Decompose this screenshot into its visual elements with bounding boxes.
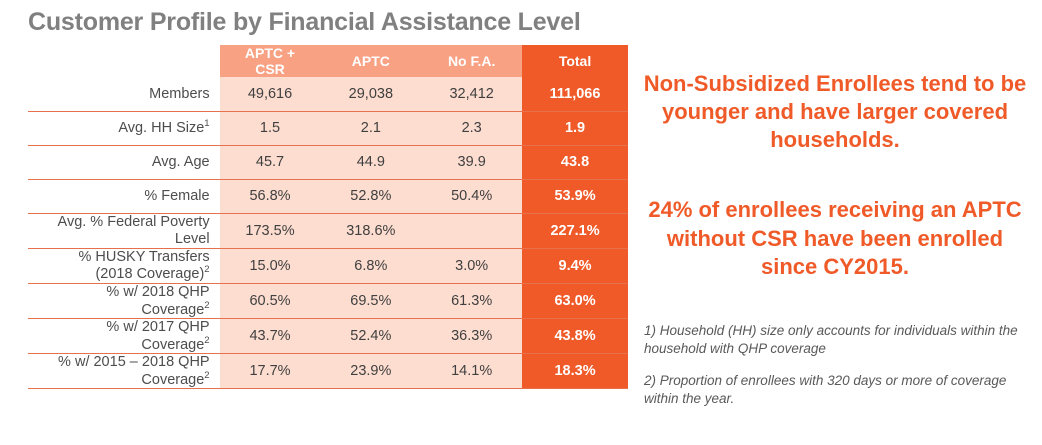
column-header-label bbox=[28, 45, 220, 77]
row-label: Avg. % Federal Poverty Level bbox=[28, 213, 220, 248]
cell-no-fa: 61.3% bbox=[421, 283, 522, 318]
row-label: % w/ 2015 – 2018 QHP Coverage$^2$ bbox=[28, 354, 220, 389]
cell-aptc-csr: 17.7% bbox=[220, 354, 321, 389]
footnote-marker: 2 bbox=[204, 334, 210, 346]
row-label: Avg. HH Size$^1$ bbox=[28, 111, 220, 145]
row-label: % HUSKY Transfers (2018 Coverage)$^2$ bbox=[28, 248, 220, 283]
cell-aptc: 6.8% bbox=[320, 248, 421, 283]
table-row bbox=[28, 248, 628, 283]
cell-no-fa: 2.3 bbox=[421, 111, 522, 145]
table-row bbox=[28, 111, 628, 145]
table-row bbox=[28, 319, 628, 354]
table-row bbox=[28, 283, 628, 318]
insights-panel bbox=[640, 70, 1030, 281]
cell-aptc-csr: 173.5% bbox=[220, 213, 321, 248]
cell-no-fa: 14.1% bbox=[421, 354, 522, 389]
footnote-marker: 1 bbox=[204, 118, 210, 130]
cell-aptc: 23.9% bbox=[320, 354, 421, 389]
row-label: % w/ 2017 QHP Coverage$^2$ bbox=[28, 319, 220, 354]
row-label: % w/ 2018 QHP Coverage$^2$ bbox=[28, 283, 220, 318]
cell-total: 18.3% bbox=[522, 354, 628, 389]
cell-aptc-csr: 15.0% bbox=[220, 248, 321, 283]
cell-total: 43.8 bbox=[522, 145, 628, 179]
cell-no-fa: 3.0% bbox=[421, 248, 522, 283]
cell-aptc-csr: 1.5 bbox=[220, 111, 321, 145]
footnote-1: 1) Household (HH) size only accounts for individuals within the household with QHP coverage bbox=[644, 323, 1018, 356]
profile-table-container bbox=[28, 45, 628, 389]
cell-no-fa bbox=[421, 213, 522, 248]
cell-aptc: 318.6% bbox=[320, 213, 421, 248]
page-title: Customer Profile by Financial Assistance Level bbox=[28, 8, 581, 36]
cell-aptc-csr: 43.7% bbox=[220, 319, 321, 354]
cell-aptc: 52.4% bbox=[320, 319, 421, 354]
table-header-row bbox=[28, 45, 628, 77]
cell-aptc: 2.1 bbox=[320, 111, 421, 145]
callout-non-subsidized: Non-Subsidized Enrollees tend to be younger and have larger covered households. bbox=[643, 71, 1027, 153]
table-row bbox=[28, 77, 628, 111]
cell-aptc-csr: 60.5% bbox=[220, 283, 321, 318]
row-label: Avg. Age bbox=[28, 145, 220, 179]
cell-aptc: 29,038 bbox=[320, 77, 421, 111]
cell-total: 43.8% bbox=[522, 319, 628, 354]
column-header-aptc-csr: APTC + CSR bbox=[220, 45, 321, 77]
column-header-aptc: APTC bbox=[320, 45, 421, 77]
cell-no-fa: 50.4% bbox=[421, 179, 522, 213]
table-row bbox=[28, 354, 628, 389]
cell-total: 227.1% bbox=[522, 213, 628, 248]
footnote-marker: 2 bbox=[204, 369, 210, 381]
cell-total: 63.0% bbox=[522, 283, 628, 318]
cell-no-fa: 36.3% bbox=[421, 319, 522, 354]
table-row bbox=[28, 145, 628, 179]
footnotes bbox=[644, 322, 1036, 422]
table-body bbox=[28, 77, 628, 389]
table-row bbox=[28, 179, 628, 213]
cell-aptc: 44.9 bbox=[320, 145, 421, 179]
cell-total: 53.9% bbox=[522, 179, 628, 213]
cell-aptc: 69.5% bbox=[320, 283, 421, 318]
column-header-no-fa: No F.A. bbox=[421, 45, 522, 77]
cell-total: 9.4% bbox=[522, 248, 628, 283]
cell-total: 111,066 bbox=[522, 77, 628, 111]
row-label: % Female bbox=[28, 179, 220, 213]
table-header bbox=[28, 45, 628, 77]
table-row bbox=[28, 213, 628, 248]
cell-no-fa: 32,412 bbox=[421, 77, 522, 111]
cell-no-fa: 39.9 bbox=[421, 145, 522, 179]
footnote-marker: 2 bbox=[204, 264, 210, 276]
cell-aptc-csr: 45.7 bbox=[220, 145, 321, 179]
cell-aptc-csr: 56.8% bbox=[220, 179, 321, 213]
cell-total: 1.9 bbox=[522, 111, 628, 145]
row-label: Members bbox=[28, 77, 220, 111]
footnote-2: 2) Proportion of enrollees with 320 days or more of coverage within the year. bbox=[644, 372, 1007, 406]
footnote-marker: 2 bbox=[204, 299, 210, 311]
customer-profile-table bbox=[28, 45, 628, 389]
cell-aptc-csr: 49,616 bbox=[220, 77, 321, 111]
column-header-total: Total bbox=[522, 45, 628, 77]
callout-aptc-without-csr: 24% of enrollees receiving an APTC without CSR have been enrolled since CY2015. bbox=[648, 197, 1022, 279]
cell-aptc: 52.8% bbox=[320, 179, 421, 213]
